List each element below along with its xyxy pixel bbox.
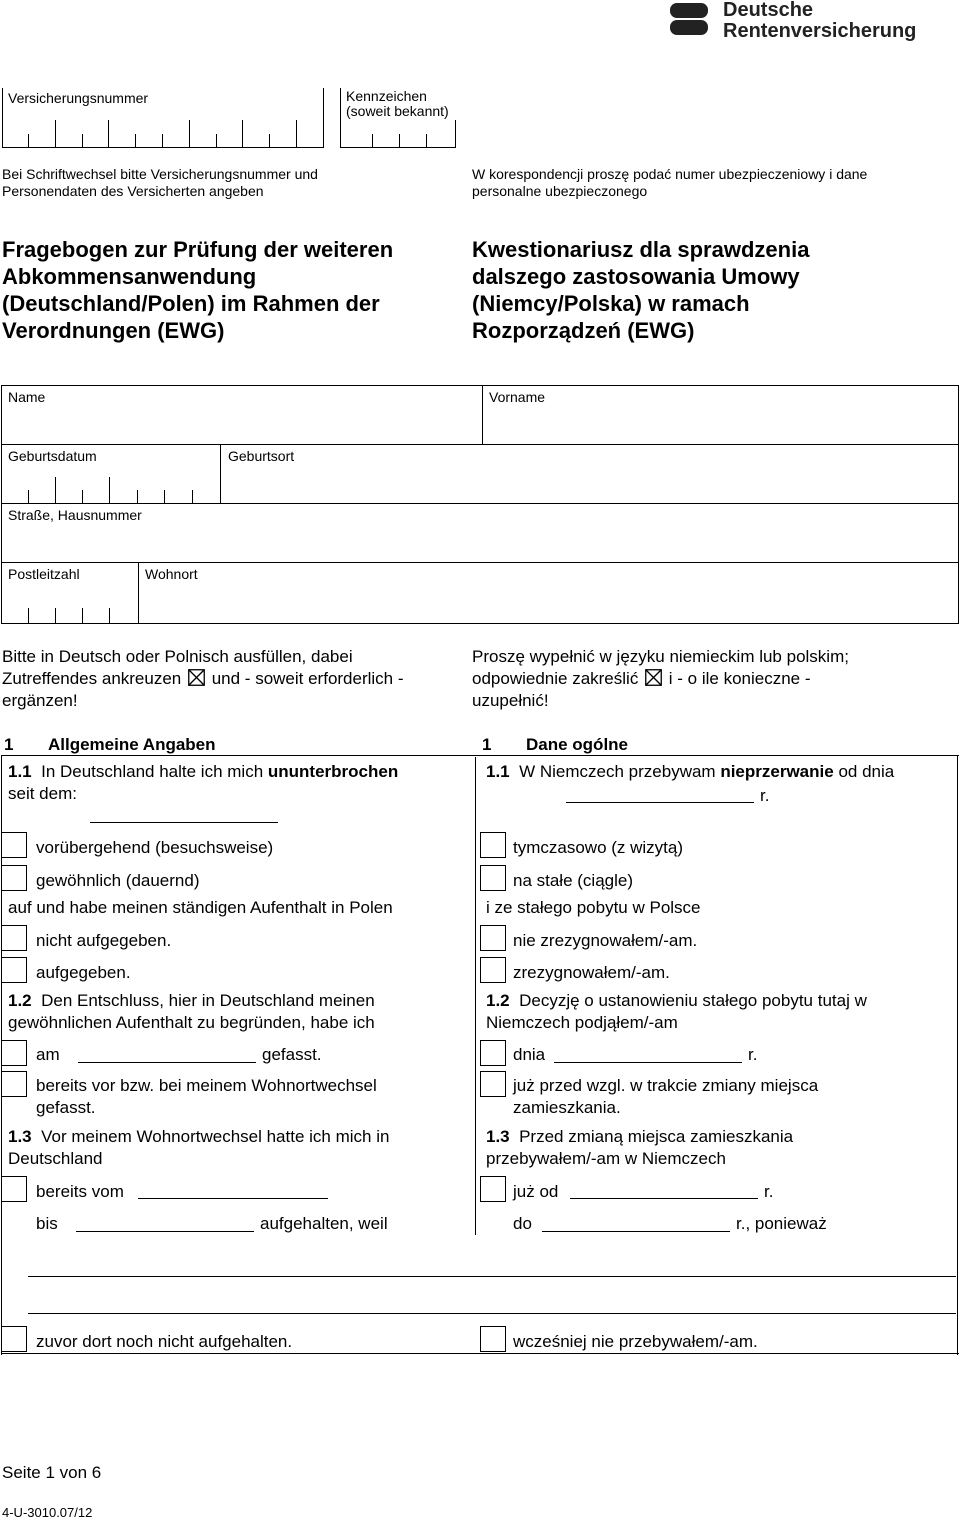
birthdate-label: Geburtsdatum: [8, 448, 97, 464]
instruction-de-complete-text: und - soweit erforderlich -: [211, 669, 404, 688]
title-pl-line-4: Rozporządzeń (EWG): [472, 318, 695, 343]
stayed-since-line-de[interactable]: [138, 1198, 328, 1199]
birthplace-label: Geburtsort: [228, 448, 295, 464]
q12-pl-line-1: [486, 990, 867, 1012]
never-stayed-de: zuvor dort noch nicht aufgehalten.: [36, 1332, 293, 1351]
vorname-field[interactable]: [484, 405, 957, 443]
stayed-since-pl: już od: [513, 1182, 559, 1201]
decision-before-de-line-2: gefasst.: [36, 1098, 96, 1117]
q12-de-line-1: [8, 990, 375, 1012]
title-pl-line-1: Kwestionariusz dla sprawdzenia: [472, 237, 810, 262]
instruction-pl-tick-text: odpowiednie zakreślić: [472, 669, 639, 688]
stayed-until-pl: do: [513, 1214, 532, 1233]
vorname-label: Vorname: [489, 389, 546, 405]
option-temporary-de: vorübergehend (besuchsweise): [36, 838, 274, 857]
hint-pl-line-1: W korespondencji proszę podać numer ubezpieczeniowy i dane: [472, 166, 868, 182]
q12-de-line-2: gewöhnlichen Aufenthalt zu begründen, habe ich: [8, 1013, 375, 1032]
hint-de-line-2: Personendaten des Versicherten angeben: [2, 183, 264, 199]
title-de-line-1: Fragebogen zur Prüfung der weiteren: [2, 237, 394, 262]
insurance-number-field[interactable]: [2, 110, 324, 148]
insurance-number-label: Versicherungsnummer: [8, 90, 149, 106]
option-habitual-pl: na stałe (ciągle): [513, 871, 634, 890]
residence-label: Wohnort: [145, 566, 198, 582]
logo-line-2: Rentenversicherung: [723, 20, 917, 42]
decision-dnia-pl: dnia: [513, 1045, 546, 1064]
residence-field[interactable]: [140, 582, 957, 622]
form-id: 4-U-3010.07/12: [2, 1505, 93, 1520]
q13-pl-line-1: [486, 1126, 793, 1148]
section-bottom-line: [1, 1353, 959, 1354]
section-right-border: [957, 755, 958, 1355]
birthdate-field[interactable]: [2, 464, 218, 502]
title-de-line-3: (Deutschland/Polen) im Rahmen der: [2, 291, 380, 316]
hint-de-line-1: Bei Schriftwechsel bitte Versicherungsnummer und: [2, 166, 318, 182]
decision-date-line-de[interactable]: [78, 1062, 256, 1063]
page-number: Seite 1 von 6: [2, 1463, 102, 1482]
q13-de-number: 1.3: [8, 1127, 32, 1146]
q11-pl-r: r.: [760, 786, 770, 805]
checkbox-given-up-de[interactable]: [1, 957, 27, 983]
instruction-de-line-1: Bitte in Deutsch oder Polnisch ausfüllen, dabei: [2, 647, 353, 666]
q11-pl-text-end: od dnia: [838, 762, 895, 781]
q11-de-text: In Deutschland halte ich mich: [41, 762, 264, 781]
birthplace-field[interactable]: [222, 464, 957, 502]
section-column-divider: [475, 757, 476, 1235]
q11-de-date-line[interactable]: [90, 822, 278, 823]
instruction-pl-line-3: uzupełnić!: [472, 691, 549, 710]
checkbox-given-up-pl[interactable]: [480, 957, 506, 983]
decision-before-pl-line-2: zamieszkania.: [513, 1098, 621, 1117]
section-title-pl: Dane ogólne: [526, 735, 629, 754]
reason-line-2[interactable]: [28, 1313, 956, 1314]
never-stayed-pl: wcześniej nie przebywałem/-am.: [513, 1332, 758, 1351]
permanent-residence-pl: i ze stałego pobytu w Polsce: [486, 898, 701, 917]
q11-pl-text: W Niemczech przebywam: [519, 762, 716, 781]
decision-gefasst-de: gefasst.: [262, 1045, 322, 1064]
option-habitual-de: gewöhnlich (dauernd): [36, 871, 200, 890]
q13-pl-text: Przed zmianą miejsca zamieszkania: [519, 1127, 794, 1146]
street-label: Straße, Hausnummer: [8, 507, 142, 523]
q13-de-text: Vor meinem Wohnortwechsel hatte ich mich in: [41, 1127, 390, 1146]
checkbox-temporary-de[interactable]: [1, 832, 27, 858]
postal-code-label: Postleitzahl: [8, 566, 80, 582]
q11-de-line-2: seit dem:: [8, 784, 77, 803]
section-title-de: Allgemeine Angaben: [48, 735, 216, 754]
q11-de-number: 1.1: [8, 762, 32, 781]
title-pl-line-3: (Niemcy/Polska) w ramach: [472, 291, 750, 316]
option-not-given-up-de: nicht aufgegeben.: [36, 931, 172, 950]
postal-code-field[interactable]: [2, 582, 136, 622]
stayed-until-line-de[interactable]: [76, 1231, 254, 1232]
checkbox-decision-date-pl[interactable]: [480, 1040, 506, 1066]
q11-de-emphasis: ununterbrochen: [267, 762, 399, 781]
checkbox-decision-date-de[interactable]: [1, 1040, 27, 1066]
checkbox-decision-before-pl[interactable]: [480, 1071, 506, 1097]
q11-pl-number: 1.1: [486, 762, 510, 781]
checkbox-temporary-pl[interactable]: [480, 832, 506, 858]
instruction-pl-line-1: Proszę wypełnić w języku niemieckim lub polskim;: [472, 647, 849, 666]
q13-pl-number: 1.3: [486, 1127, 510, 1146]
instruction-de-line-2: [2, 668, 404, 690]
option-not-given-up-pl: nie zrezygnowałem/-am.: [513, 931, 698, 950]
stayed-since-de: bereits vom: [36, 1182, 124, 1201]
checkbox-habitual-pl[interactable]: [480, 865, 506, 891]
checkbox-crossed-icon: [188, 669, 205, 686]
section-number-pl: 1: [482, 735, 492, 754]
title-de-line-4: Verordnungen (EWG): [2, 318, 225, 343]
q13-pl-line-2: przebywałem/-am w Niemczech: [486, 1149, 726, 1168]
q11-pl-date-line[interactable]: [566, 802, 754, 803]
code-label-sub: (soweit bekannt): [346, 103, 449, 119]
checkbox-never-stayed-de[interactable]: [1, 1326, 27, 1352]
stayed-since-r-pl: r.: [764, 1182, 774, 1201]
reason-line-1[interactable]: [28, 1276, 956, 1277]
q11-pl-emphasis: nieprzerwanie: [720, 762, 834, 781]
q11-de-line-1: [8, 761, 398, 783]
stayed-reason-de: aufgehalten, weil: [260, 1214, 388, 1233]
q12-pl-number: 1.2: [486, 991, 510, 1010]
checkbox-stayed-since-de[interactable]: [1, 1176, 27, 1202]
q13-de-line-1: [8, 1126, 389, 1148]
checkbox-decision-before-de[interactable]: [1, 1071, 27, 1097]
stayed-until-line-pl[interactable]: [542, 1231, 730, 1232]
q12-de-text: Den Entschluss, hier in Deutschland meinen: [41, 991, 375, 1010]
stayed-since-line-pl[interactable]: [570, 1198, 758, 1199]
stayed-until-de: bis: [36, 1214, 58, 1233]
code-label: Kennzeichen: [346, 88, 427, 104]
option-temporary-pl: tymczasowo (z wizytą): [513, 838, 684, 857]
title-pl-line-2: dalszego zastosowania Umowy: [472, 264, 800, 289]
title-de-line-2: Abkommensanwendung: [2, 264, 257, 289]
permanent-residence-de: auf und habe meinen ständigen Aufenthalt in Polen: [8, 898, 393, 917]
decision-date-line-pl[interactable]: [554, 1062, 742, 1063]
name-field[interactable]: [2, 405, 480, 443]
instruction-de-tick-text: Zutreffendes ankreuzen: [2, 669, 182, 688]
logo-line-1: Deutsche: [723, 0, 814, 21]
instruction-pl-complete-text: i - o ile konieczne -: [668, 669, 811, 688]
logo: [668, 0, 948, 46]
checkbox-not-given-up-pl[interactable]: [480, 925, 506, 951]
q12-pl-line-2: Niemczech podjąłem/-am: [486, 1013, 678, 1032]
section-number-de: 1: [4, 735, 14, 754]
checkbox-never-stayed-pl[interactable]: [480, 1326, 506, 1352]
q12-de-number: 1.2: [8, 991, 32, 1010]
checkbox-stayed-since-pl[interactable]: [480, 1176, 506, 1202]
street-field[interactable]: [2, 523, 957, 561]
option-given-up-de: aufgegeben.: [36, 963, 131, 982]
decision-r-pl: r.: [748, 1045, 758, 1064]
q11-pl-line-1: [486, 761, 894, 783]
code-field[interactable]: [340, 120, 456, 148]
decision-before-de-line-1: bereits vor bzw. bei meinem Wohnortwechsel: [36, 1076, 377, 1095]
checkbox-not-given-up-de[interactable]: [1, 925, 27, 951]
option-given-up-pl: zrezygnowałem/-am.: [513, 963, 670, 982]
checkbox-habitual-de[interactable]: [1, 865, 27, 891]
stayed-reason-pl: r., ponieważ: [736, 1214, 827, 1233]
section-top-line: [1, 755, 959, 756]
logo-mark-icon: [668, 2, 710, 36]
decision-before-pl-line-1: już przed wzgl. w trakcie zmiany miejsca: [513, 1076, 819, 1095]
q12-pl-text: Decyzję o ustanowieniu stałego pobytu tutaj w: [519, 991, 867, 1010]
instruction-de-line-3: ergänzen!: [2, 691, 78, 710]
q13-de-line-2: Deutschland: [8, 1149, 103, 1168]
decision-am-de: am: [36, 1045, 60, 1064]
name-label: Name: [8, 389, 46, 405]
hint-pl-line-2: personalne ubezpieczonego: [472, 183, 648, 199]
instruction-pl-line-2: [472, 668, 811, 690]
checkbox-crossed-icon: [645, 669, 662, 686]
